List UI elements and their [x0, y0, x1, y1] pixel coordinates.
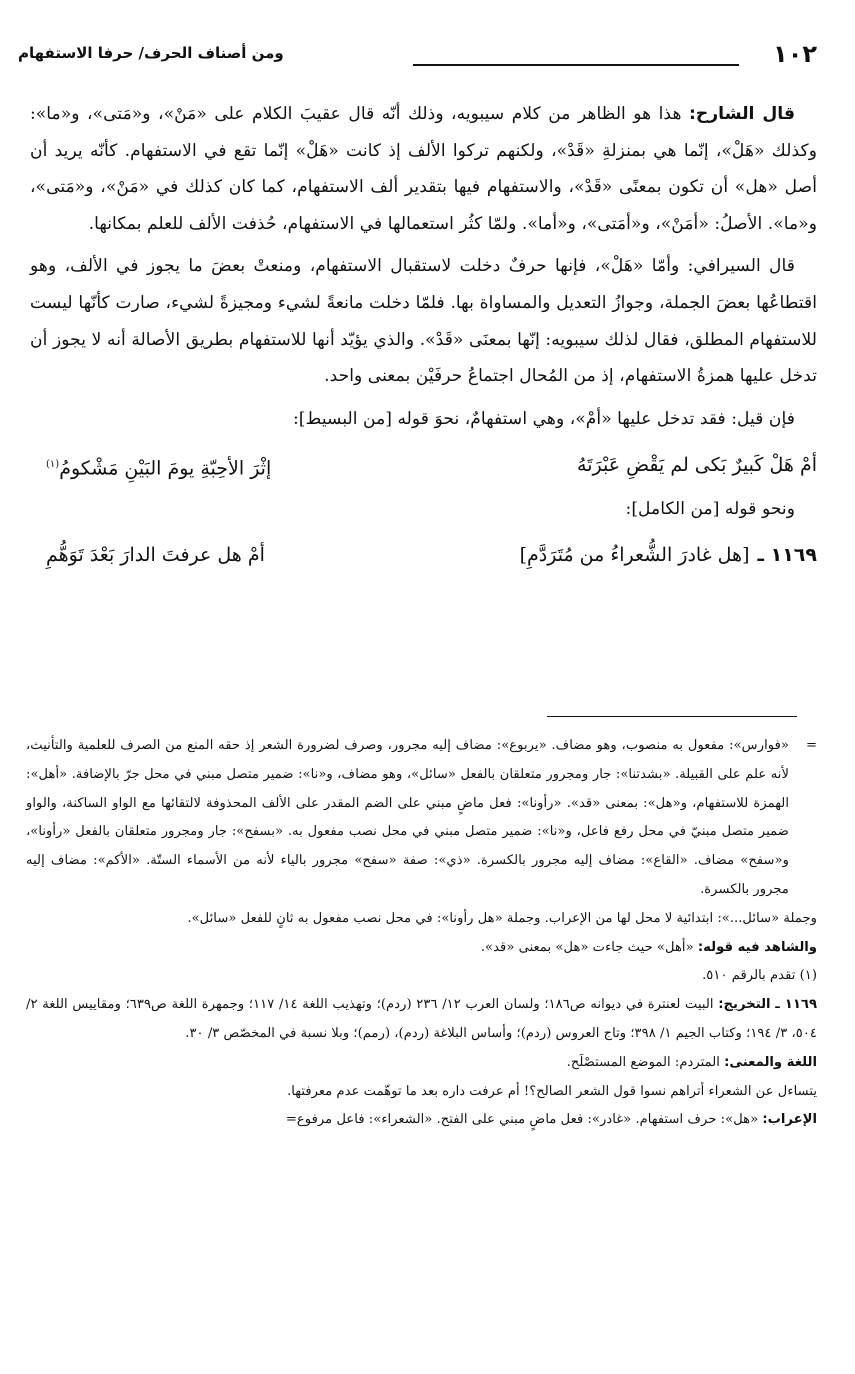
witness-lead: والشاهد فيه قوله:	[697, 939, 817, 955]
irab-note	[26, 1106, 817, 1135]
header-rule	[413, 64, 739, 66]
irab-lead: الإعراب:	[762, 1112, 817, 1128]
footnote-1: (١) تقدم بالرقم ٥١٠.	[702, 968, 817, 984]
takhrij-lead: التخريج:	[718, 997, 771, 1013]
verse-2-first-hemistich: [هل غادرَ الشُّعراءُ من مُتَرَدَّمِ]	[519, 544, 750, 567]
paragraph-sharih	[30, 96, 817, 242]
paragraph-body: هذا هو الظاهر من كلام سيبويه، وذلك أنّه قال عقيبَ الكلام على «مَنْ»، و«مَتى»، و«ما»: وكذلك «هَلْ»، إنّما هي بمنزلةِ «قَدْ»، ولكنهم تركوا الألف إذ كانت «هَلْ» إنّما تقع في الاستفهام. كأنّه يريد أن أصل «هل» أن تكون بمعنًى «قَدْ»، والاستفهام فيها بتقدير ألف الاستفهام، كما كان كذلك في «مَنْ»، و«مَتى»، و«ما». الأصلُ: «أمَنْ»، و«أمَتى»، و«أما». ولمّا كثُر استعمالها في الاستفهام، حُذفت الألف للعلم بمكانها.	[30, 104, 817, 234]
running-title: ومن أصناف الحرف/ حرفا الاستفهام	[18, 44, 284, 62]
lugha-note	[26, 1049, 817, 1078]
continuation-text: «فوارس»: مفعول به منصوب، وهو مضاف. «يربوع»: مضاف إليه مجرور، وصرف لضرورة الشعر إذ حقه المنع من الصرف للعلمية والتأنيث، لأنه علم على القبيلة. «بشدتنا»: جار ومجرور متعلقان بالفعل «سائل»، وهو مضاف، و«نا»: ضمير متصل مبني في محل جرّ بالإضافة. «أهل»: الهمزة للاستفهام، و«هل»: بمعنى «قد». «رأونا»: فعل ماضٍ مبني على الضم المقدر على الألف المحذوفة لالتقائها مع الواو الساكنة، والواو ضمير متصل مبنيّ في محل رفع فاعل، و«نا»: ضمير متصل مبني في محل نصب مفعول به. «بسفح»: جار ومجرور متعلقان بالفعل «رأونا»، و«سفح» مضاف. «القاع»: مضاف إليه مجرور بالكسرة. «ذي»: صفة «سفح» مجرور بالياء لأنه من الأسماء الستّة. «الأكم»: مضاف إليه مجرور بالكسرة.	[26, 738, 789, 897]
witness-text: «أهل» حيث جاءت «هل» بمعنى «قد».	[480, 939, 698, 955]
takhrij-note	[26, 991, 817, 1049]
lugha-lead: اللغة والمعنى:	[724, 1054, 817, 1070]
continuation-mark: =	[805, 738, 817, 753]
paragraph-question: فإن قيل: فقد تدخل عليها «أمْ»، وهي استفهامٌ، نحوَ قوله [من البسيط]:	[293, 408, 795, 429]
footnotes	[26, 732, 817, 1135]
footnote-continuation	[26, 732, 817, 905]
paragraph-example: ونحو قوله [من الكامل]:	[625, 498, 795, 519]
grammar-note: وجملة «سائل...»: ابتدائية لا محل لها من الإعراب. وجملة «هل رأونا»: في محل نصب مفعول به ثانٍ للفعل «سائل».	[187, 910, 817, 926]
paragraph-lead: قال الشارح:	[688, 104, 795, 124]
witness-note	[26, 934, 817, 963]
main-text	[30, 96, 817, 577]
paragraph-sirafi: قال السيرافي: وأمّا «هَلْ»، فإنها حرفٌ دخلت لاستقبال الاستفهام، ومنعتْ بعضَ ما يجوز في الألف، وهو اقتطاعُها بعضَ الجملة، وجوازُ التعديل والمساواة بها. فلمّا دخلت مانعةً لشيء ومجيزةً لشيء، صارت كأنّها ليست للاستفهام المطلق، فقال لذلك سيبويه: إنّها بمعنَى «قَدْ». والذي يؤيّد أنها للاستفهام بطريق الأصالة أنه لا يجوز أن تدخل عليها همزةُ الاستفهام، إذ من المُحال اجتماعُ حرفَيْن بمعنى واحد.	[30, 256, 817, 387]
takhrij-number: ١١٦٩ ـ	[775, 997, 817, 1013]
takhrij-text: البيت لعنترة في ديوانه ص١٨٦؛ ولسان العرب ١٢/ ٢٣٦ (ردم)؛ وتهذيب اللغة ١٤/ ١١٧؛ وجمهرة اللغة ص٦٣٩؛ ومقاييس اللغة ٢/ ٥٠٤، ٣/ ١٩٤؛ وكتاب الجيم ١/ ٣٩٨؛ وتاج العروس (ردم)؛ وأساس البلاغة (ردم)، (رمم)؛ وبلا نسبة في المخصّص ٣/ ٣٠.	[26, 997, 817, 1041]
page-number: ١٠٢	[773, 40, 817, 68]
page-header	[18, 38, 817, 78]
verse-2-first-hemistich-wrap	[520, 533, 817, 577]
verse-2-second-hemistich: أمْ هل عرفتَ الدارَ بَعْدَ تَوَهُّمِ	[46, 544, 265, 567]
lugha-text: المتردم: الموضع المستصْلَح.	[566, 1054, 725, 1070]
footnote-ref: (١)	[46, 459, 60, 471]
irab-text: «هل»: حرف استفهام. «غادر»: فعل ماضٍ مبني على الفتح. «الشعراء»: فاعل مرفوع=	[285, 1112, 763, 1128]
verse-1-second-hemistich: إثْرَ الأحِبّةِ يومَ البَيْنِ مَشْكومُ	[59, 457, 272, 480]
verse-1-second-hemistich-wrap	[46, 443, 271, 490]
verse-line-2	[30, 533, 817, 577]
footnote-rule	[547, 716, 797, 717]
verse-line-1	[30, 443, 817, 490]
verse-number: ١١٦٩ ـ	[757, 544, 817, 567]
meaning-note: يتساءل عن الشعراء أتراهم نسوا قول الشعر الصالح؟! أم عرفت داره بعد ما توهّمت عدم معرفتها.	[287, 1083, 817, 1099]
verse-1-first-hemistich: أمْ هَلْ كَبيرٌ بَكى لم يَقْضِ عَبْرَتَهُ	[577, 454, 817, 477]
